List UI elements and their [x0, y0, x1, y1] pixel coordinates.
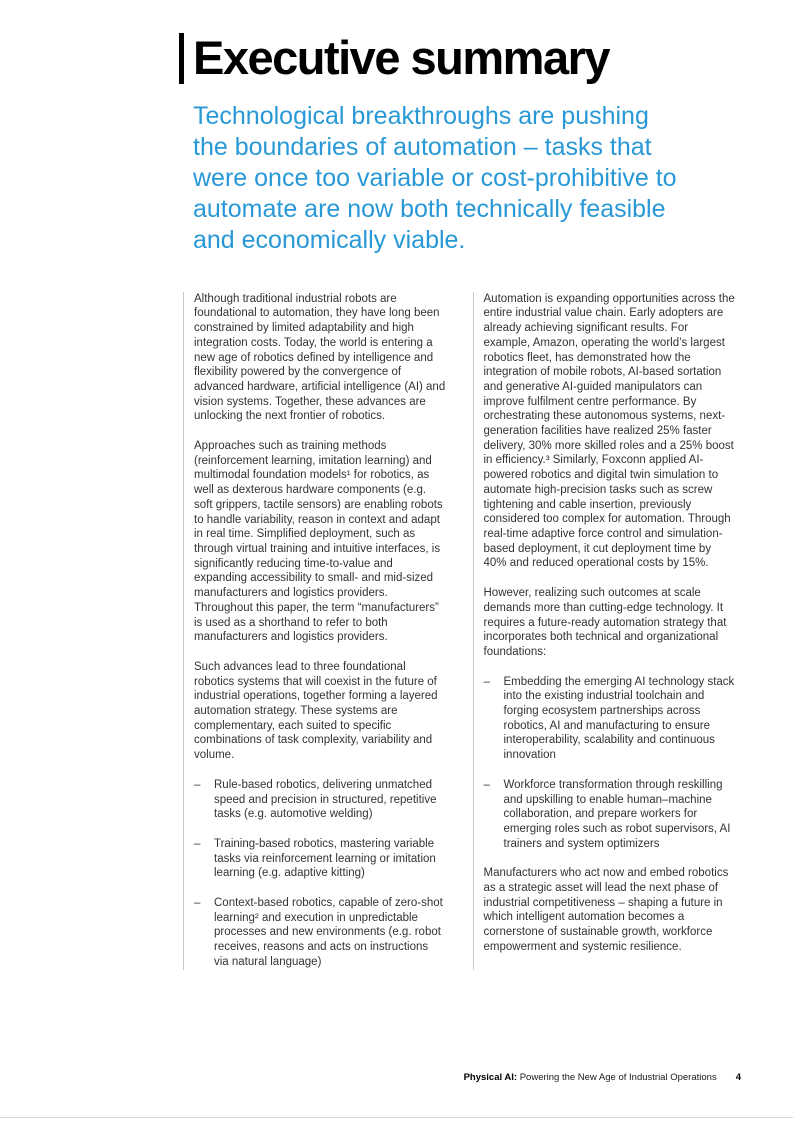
lede-paragraph: Technological breakthroughs are pushing the boundaries of automation – tasks that were once too variable or cost-prohibitive to automate are now both technically feasible and economically viable.	[193, 101, 677, 254]
body-columns	[183, 292, 735, 970]
dash-marker: –	[194, 778, 201, 791]
dash-marker: –	[483, 778, 490, 791]
bullet-text: Rule-based robotics, delivering unmatched speed and precision in structured, repetitive tasks (e.g. automotive welding)	[214, 778, 437, 821]
paragraph: Approaches such as training methods (reinforcement learning, imitation learning) and multimodal foundation models¹ for robotics, as well as dexterous hardware components (e.g. soft grippers, tactile sensors) are enabling robots to handle variability, reason in context and adapt in real time. Simplified deployment, such as through virtual training and intuitive interfaces, is significantly reducing time-to-value and expanding accessibility to small- and mid-sized manufacturers and logistics providers. Throughout this paper, the term “manufacturers” is used as a shorthand to refer to both manufacturers and logistics providers.	[194, 440, 443, 644]
bullet-text: Embedding the emerging AI technology stack into the existing industrial toolchain and forging ecosystem partnerships across robotics, AI and manufacturing to ensure interoperability, scalability and continuous innovation	[503, 675, 735, 762]
title-block	[179, 33, 735, 84]
dash-marker: –	[194, 897, 201, 910]
bullet-list	[484, 675, 736, 852]
footer-doc-title-rest: Powering the New Age of Industrial Operations	[517, 1072, 717, 1083]
paragraph: Automation is expanding opportunities across the entire industrial value chain. Early adopters are already achieving significant results. For example, Amazon, operating the world’s largest robotics fleet, has demonstrated how the integration of mobile robots, AI-based sortation and generative AI-guided manipulators can improve fulfilment centre performance. By orchestrating these autonomous systems, next-generation facilities have realized 25% faster delivery, 30% more skilled roles and a 25% boost in efficiency.³ Similarly, Foxconn applied AI-powered robotics and digital twin simulation to automate high-precision tasks such as screw tightening and cable insertion, previously considered too complex for automation. Through real-time adaptive force control and simulation-based deployment, it cut deployment time by 40% and reduced operational costs by 15%.	[483, 292, 735, 570]
bullet-item	[484, 778, 736, 852]
page-bottom-edge	[0, 1117, 793, 1118]
bullet-item	[194, 778, 446, 822]
page-footer	[179, 1072, 741, 1084]
closing-paragraph: Manufacturers who act now and embed robotics as a strategic asset will lead the next phase of industrial competitiveness – shaping a future in which intelligent automation becomes a cornerstone of sustainable growth, workforce empowerment and systemic resilience.	[483, 867, 729, 953]
page-title: Executive summary	[193, 31, 610, 84]
paragraph: Although traditional industrial robots are foundational to automation, they have long been constrained by limited adaptability and high integration costs. Today, the world is entering a new age of robotics defined by intelligence and flexibility powered by the convergence of advanced hardware, artificial intelligence (AI) and vision systems. Together, these advances are unlocking the next frontier of robotics.	[194, 292, 446, 423]
footer-doc-title	[464, 1072, 717, 1084]
paragraph: However, realizing such outcomes at scale demands more than cutting-edge technology. It requires a future-ready automation strategy that incorporates both technical and organizational foundations:	[483, 587, 727, 658]
footer-page-number: 4	[735, 1072, 741, 1083]
left-column	[183, 292, 446, 970]
footer-doc-title-bold: Physical AI:	[463, 1072, 518, 1083]
bullet-item	[484, 675, 736, 763]
bullet-item	[194, 896, 446, 970]
bullet-item	[194, 837, 446, 881]
bullet-text: Workforce transformation through reskilling and upskilling to enable human–machine collaboration, and prepare workers for emerging roles such as robot supervisors, AI trainers and system optimizers	[503, 778, 731, 850]
dash-marker: –	[194, 837, 201, 850]
dash-marker: –	[483, 675, 490, 688]
right-column	[473, 292, 736, 970]
bullet-list	[194, 778, 446, 970]
bullet-text: Training-based robotics, mastering variable tasks via reinforcement learning or imitation learning (e.g. adaptive kitting)	[214, 837, 436, 880]
title-accent-bar	[179, 33, 184, 84]
bullet-text: Context-based robotics, capable of zero-shot learning² and execution in unpredictable processes and new environments (e.g. robot receives, reasons and acts on instructions via natural language)	[214, 897, 443, 968]
page-content	[179, 33, 735, 970]
paragraph: Such advances lead to three foundational robotics systems that will coexist in the future of industrial operations, together forming a layered automation strategy. These systems are complementary, each suited to specific combinations of task complexity, variability and volume.	[194, 660, 438, 762]
